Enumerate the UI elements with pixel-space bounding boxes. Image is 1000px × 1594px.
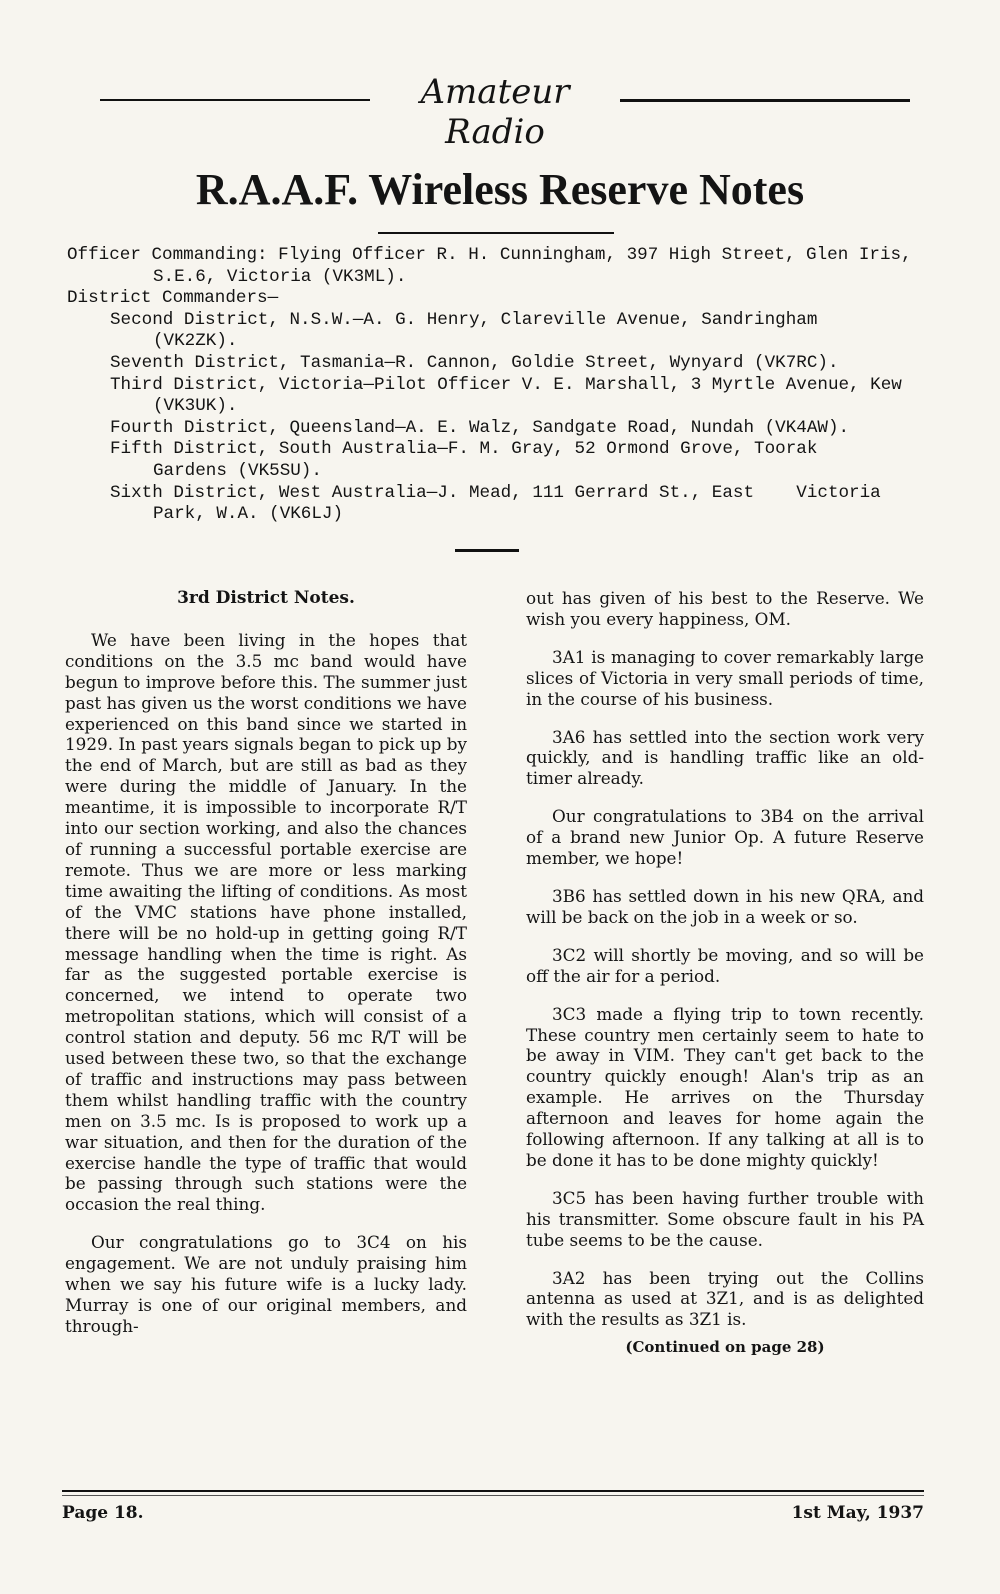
title-rule bbox=[378, 232, 614, 234]
paragraph: 3C3 made a flying trip to town recently. These country men certainly seem to hate to be away in VIM. They can't get back to the country quickly enough! Alan's trip as an example. He arrives on the Thursday afternoon and leaves for home again the following afternoon. If any talking at all is to be done it has to be done mighty quickly! bbox=[526, 1003, 924, 1170]
officer-line: Sixth District, West Australia—J. Mead, 111 Gerrard St., East Victoria bbox=[110, 482, 881, 503]
continued-note: (Continued on page 28) bbox=[625, 1338, 825, 1357]
officer-line: Fifth District, South Australia—F. M. Gray, 52 Ormond Grove, Toorak bbox=[110, 439, 818, 460]
paragraph: 3C2 will shortly be moving, and so will be off the air for a period. bbox=[526, 944, 924, 986]
footer-rule-thin bbox=[62, 1495, 924, 1496]
paragraph: Our congratulations go to 3C4 on his engagement. We are not unduly praising him when we say his future wife is a lucky lady. Murray is one of our original members, and through- bbox=[65, 1232, 467, 1336]
paragraph: We have been living in the hopes that conditions on the 3.5 mc band would have begun to improve before this. The summer just past has given us the worst conditions we have experienced on this band since we started in 1929. In past years signals began to pick up by the end of March, but are still as bad as they were during the middle of January. In the meantime, it is impossible to incorporate R/T into our section working, and also the chances of running a successful portable exercise are remote. Thus we are more or less marking time awaiting the lifting of conditions. As most of the VMC stations have phone installed, there will be no hold-up in getting going R/T message handling when the time is right. As far as the suggested portable exercise is concerned, we intend to operate two metropolitan stations, which will consist of a control station and deputy. 56 mc R/T will be used between these two, so that the exchange of traffic and instructions may pass between them whilst handling traffic with the country men on 3.5 mc. Is is proposed to work up a war situation, and then for the duration of the exercise handle the type of traffic that would be passing through such stations were the occasion the real thing. bbox=[65, 629, 467, 1215]
paragraph: 3A1 is managing to cover remarkably large slices of Victoria in very small periods of time, in the course of his business. bbox=[526, 646, 924, 709]
officer-line: Second District, N.S.W.—A. G. Henry, Clareville Avenue, Sandringham bbox=[110, 309, 818, 330]
officer-line: (VK2ZK). bbox=[153, 331, 238, 352]
officer-line: S.E.6, Victoria (VK3ML). bbox=[153, 266, 407, 287]
right-column bbox=[526, 588, 924, 1358]
page-number: Page 18. bbox=[62, 1503, 144, 1523]
officer-line: Seventh District, Tasmania—R. Cannon, Goldie Street, Wynyard (VK7RC). bbox=[110, 352, 839, 373]
masthead-rule-right bbox=[620, 99, 910, 102]
officer-list bbox=[67, 245, 927, 526]
officer-line: Officer Commanding: Flying Officer R. H. Cunningham, 397 High Street, Glen Iris, bbox=[67, 245, 912, 265]
officer-line: Third District, Victoria—Pilot Officer V. E. Marshall, 3 Myrtle Avenue, Kew bbox=[110, 374, 902, 395]
paragraph: 3B6 has settled down in his new QRA, and will be back on the job in a week or so. bbox=[526, 885, 924, 927]
officer-line: Gardens (VK5SU). bbox=[153, 460, 322, 481]
paragraph: 3A2 has been trying out the Collins antenna as used at 3Z1, and is as delighted with the results as 3Z1 is. bbox=[526, 1267, 924, 1330]
paragraph: Our congratulations to 3B4 on the arrival of a brand new Junior Op. A future Reserve member, we hope! bbox=[526, 806, 924, 869]
paragraph: out has given of his best to the Reserve. We wish you every happiness, OM. bbox=[526, 588, 924, 629]
section-divider bbox=[455, 549, 519, 552]
officer-line: Park, W.A. (VK6LJ) bbox=[153, 504, 344, 525]
masthead-rule-left bbox=[100, 99, 370, 101]
section-heading: 3rd District Notes. bbox=[177, 588, 355, 608]
left-column bbox=[65, 588, 467, 1354]
officer-line: Fourth District, Queensland—A. E. Walz, Sandgate Road, Nundah (VK4AW). bbox=[110, 417, 850, 438]
footer-rule bbox=[62, 1490, 924, 1492]
paragraph: 3C5 has been having further trouble with his transmitter. Some obscure fault in his PA tube seems to be the cause. bbox=[526, 1187, 924, 1250]
officer-line: District Commanders— bbox=[67, 288, 279, 309]
paragraph: 3A6 has settled into the section work very quickly, and is handling traffic like an old-timer already. bbox=[526, 726, 924, 789]
article-title: R.A.A.F. Wireless Reserve Notes bbox=[195, 165, 805, 214]
masthead bbox=[100, 70, 910, 152]
issue-date: 1st May, 1937 bbox=[791, 1503, 924, 1523]
officer-line: (VK3UK). bbox=[153, 396, 238, 417]
masthead-title: Amateur Radio bbox=[420, 72, 570, 152]
